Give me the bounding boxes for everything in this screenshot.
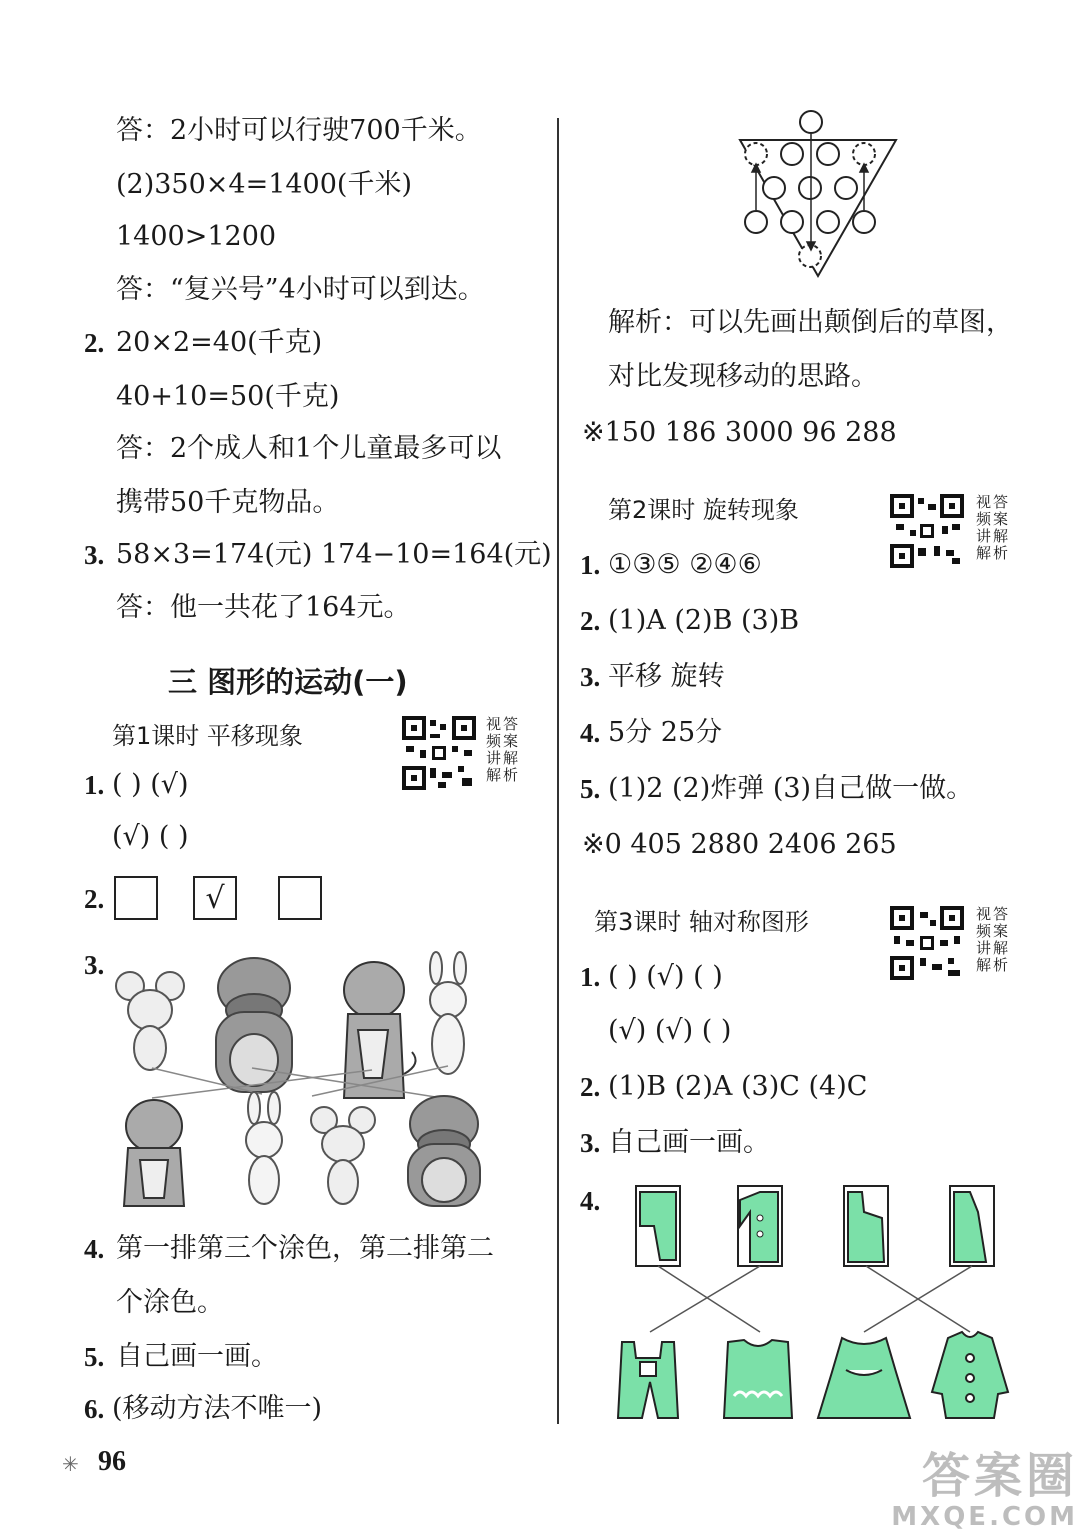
answer-line: (1)2 (2)炸弹 (3)自己做一做。: [608, 773, 974, 804]
qr-label-char: 频: [486, 732, 502, 750]
answer-line: (移动方法不唯一): [112, 1393, 323, 1424]
qr-labels: [976, 906, 1008, 974]
question-number: 3.: [580, 662, 601, 692]
choice-row: ( ) (√): [112, 769, 189, 800]
dress-garment: [818, 1338, 910, 1418]
equation-line: (2)350×4=1400(千米): [116, 169, 412, 200]
choice-row: (√) (√) ( ): [608, 1015, 732, 1046]
extra-answers: ※0 405 2880 2406 265: [582, 829, 897, 860]
watermark: [891, 1450, 1078, 1532]
qr-label-char: 案: [993, 510, 1009, 528]
mouse-figure: [116, 972, 184, 1070]
question-number: 5.: [580, 774, 601, 804]
half-dress-piece: [844, 1186, 888, 1266]
rabbit-figure: [430, 952, 466, 1074]
question-number: 2.: [580, 1072, 601, 1102]
lesson-2-title: 第2课时 旋转现象: [608, 496, 799, 524]
lesson-3-title: 第3课时 轴对称图形: [594, 908, 809, 936]
qr-code[interactable]: [402, 716, 476, 790]
hippo-figure: [408, 1096, 480, 1206]
qr-labels: [486, 716, 518, 784]
qr-label-char: 视: [486, 715, 502, 733]
question-number: 4.: [580, 1186, 601, 1216]
answer-line: 平移 旋转: [608, 661, 725, 692]
answer-box-checked: √: [193, 876, 237, 920]
equation-line: 20×2=40(千克): [116, 327, 323, 358]
half-pants-piece: [636, 1186, 680, 1266]
coat-garment: [932, 1332, 1008, 1418]
question-number: 4.: [580, 718, 601, 748]
page-number: 96: [98, 1446, 126, 1477]
answer-line-3b: 携带50千克物品。: [116, 487, 340, 518]
question-number: 3.: [84, 950, 105, 980]
qr-label-char: 频: [976, 922, 992, 940]
question-number: 1.: [580, 962, 601, 992]
qr-code[interactable]: [890, 494, 964, 568]
qr-label-char: 频: [976, 510, 992, 528]
overalls-garment: [618, 1342, 678, 1418]
analysis-text: 对比发现移动的思路。: [608, 361, 878, 392]
qr-label-char: 答: [993, 905, 1009, 923]
qr-label-char: 解: [993, 527, 1009, 545]
qr-label-char: 案: [503, 732, 519, 750]
question-number: 1.: [580, 550, 601, 580]
question-number: 2.: [84, 328, 105, 358]
matching-lines: [650, 1266, 972, 1332]
star-icon: ✳: [62, 1452, 79, 1476]
rabbit-figure: [246, 1092, 282, 1204]
comparison-line: 1400>1200: [116, 221, 277, 252]
qr-code[interactable]: [890, 906, 964, 980]
answer-line: 自己画一画。: [608, 1127, 770, 1158]
qr-label-char: 解: [503, 749, 519, 767]
vest-garment: [724, 1340, 792, 1418]
circle: [800, 111, 822, 133]
column-divider: [557, 118, 559, 1424]
qr-label-char: 解: [976, 544, 992, 562]
question-number: 3.: [84, 540, 105, 570]
answer-line-4: 答：他一共花了164元。: [116, 592, 411, 623]
answer-line: (1)B (2)A (3)C (4)C: [608, 1071, 868, 1102]
qr-labels: [976, 494, 1008, 562]
tiger-figure: [124, 1100, 184, 1206]
qr-label-char: 视: [976, 493, 992, 511]
qr-label-char: 视: [976, 905, 992, 923]
half-skirt-piece: [950, 1186, 994, 1266]
qr-label-char: 讲: [486, 749, 502, 767]
answer-line-3: 答：2个成人和1个儿童最多可以: [116, 433, 502, 464]
question-number: 6.: [84, 1394, 105, 1424]
mouse-figure: [311, 1107, 375, 1204]
qr-label-char: 析: [993, 544, 1009, 562]
qr-label-char: 讲: [976, 939, 992, 957]
qr-label-char: 答: [503, 715, 519, 733]
answer-line: (1)A (2)B (3)B: [608, 605, 800, 636]
qr-label-char: 解: [993, 939, 1009, 957]
animal-matching-illustration: [112, 948, 552, 1208]
answer-box: [278, 876, 322, 920]
half-shirt-piece: [738, 1186, 782, 1266]
watermark-logo: 答案圈: [921, 1448, 1078, 1504]
equation-line: 58×3=174(元) 174−10=164(元): [116, 539, 552, 570]
watermark-url: MXQE.COM: [891, 1502, 1078, 1532]
answer-line-2: 答：“复兴号”4小时可以到达。: [116, 274, 485, 305]
triangle-circles-diagram: [738, 110, 898, 280]
clothing-matching-illustration: [610, 1182, 1020, 1422]
qr-label-char: 解: [486, 766, 502, 784]
question-number: 1.: [84, 770, 105, 800]
answer-line: 第一排第三个涂色，第二排第二: [116, 1233, 494, 1264]
equation-line: 40+10=50(千克): [116, 381, 340, 412]
qr-label-char: 解: [976, 956, 992, 974]
question-number: 4.: [84, 1234, 105, 1264]
analysis-text: 解析：可以先画出颠倒后的草图，: [608, 307, 1013, 338]
question-number: 2.: [580, 606, 601, 636]
section-title: 三 图形的运动(一): [168, 665, 408, 699]
choice-row: (√) ( ): [112, 821, 189, 852]
answer-line-1: 答：2小时可以行驶700千米。: [116, 115, 482, 146]
qr-label-char: 析: [503, 766, 519, 784]
answer-line: 自己画一画。: [116, 1341, 278, 1372]
qr-label-char: 案: [993, 922, 1009, 940]
qr-label-char: 答: [993, 493, 1009, 511]
qr-label-char: 讲: [976, 527, 992, 545]
question-number: 2.: [84, 884, 105, 914]
lesson-1-title: 第1课时 平移现象: [112, 722, 303, 750]
qr-label-char: 析: [993, 956, 1009, 974]
answer-box: [114, 876, 158, 920]
answer-line: 个涂色。: [116, 1287, 224, 1318]
extra-answers: ※150 186 3000 96 288: [582, 417, 897, 448]
answer-line: 5分 25分: [608, 717, 723, 748]
tiger-figure: [344, 962, 416, 1098]
question-number: 3.: [580, 1128, 601, 1158]
question-number: 5.: [84, 1342, 105, 1372]
answer-line: ①③⑤ ②④⑥: [608, 549, 762, 580]
choice-row: ( ) (√) ( ): [608, 961, 723, 992]
